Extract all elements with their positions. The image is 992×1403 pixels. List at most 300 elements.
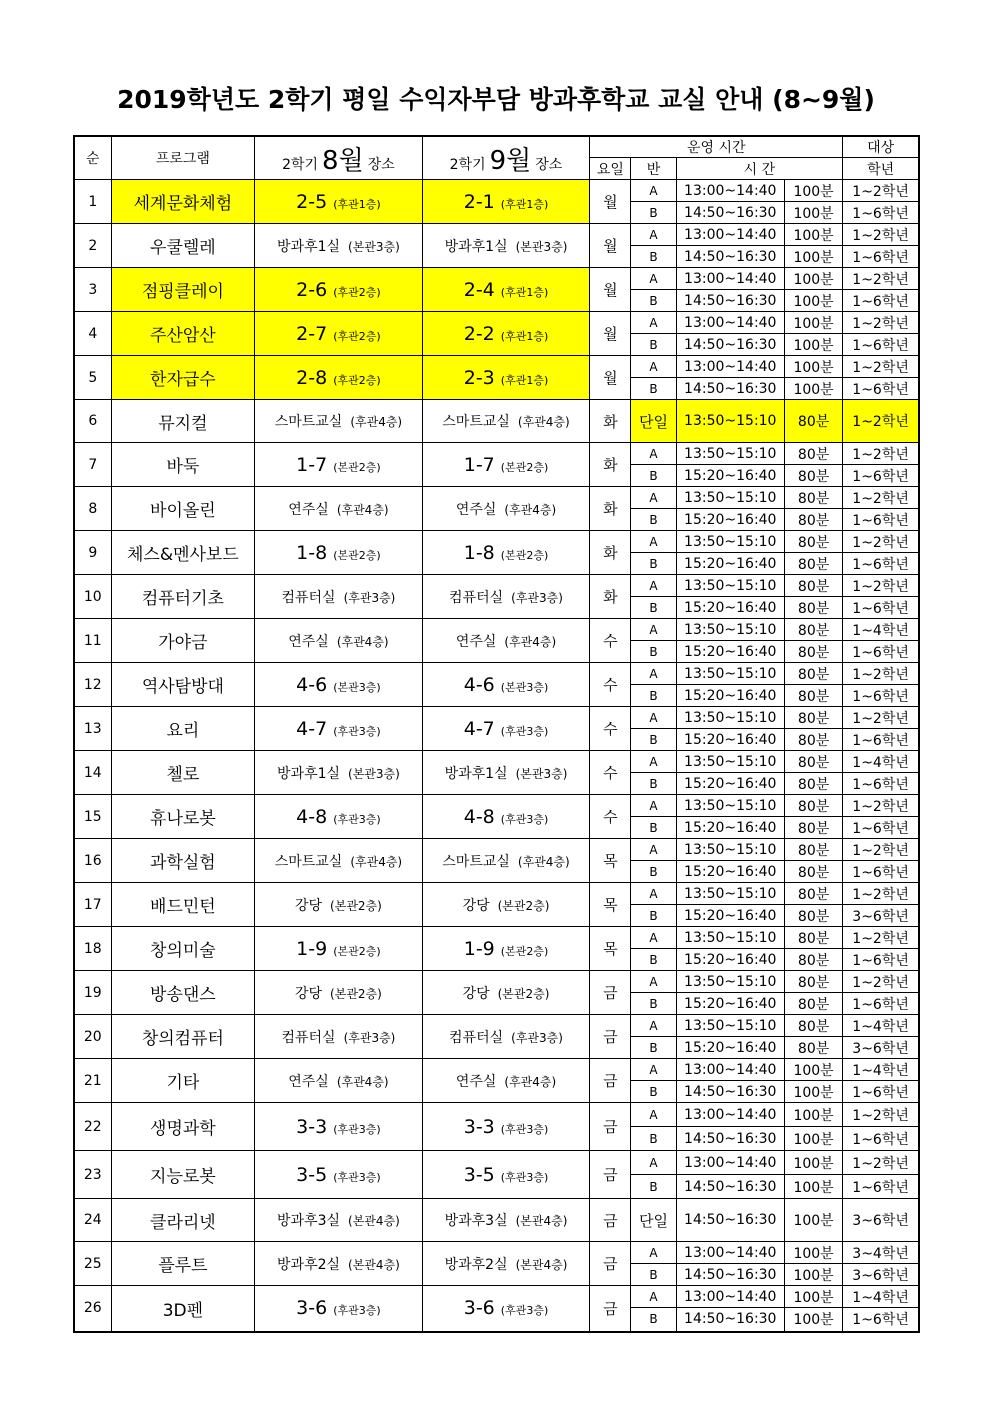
target-grade: 1~2학년 (843, 356, 919, 378)
session-label: A (631, 751, 676, 773)
session-duration: 80분 (784, 707, 842, 729)
session-label: B (631, 553, 676, 575)
aug-location (255, 619, 423, 663)
session-label: A (631, 795, 676, 817)
sep-location (422, 1242, 590, 1286)
session-label: B (631, 817, 676, 839)
row-number: 1 (74, 180, 111, 224)
row-number: 4 (74, 312, 111, 356)
location-building: (본관3층) (515, 766, 568, 781)
session-duration: 80분 (784, 553, 842, 575)
location-building: (후관2층) (333, 285, 381, 299)
session-label: A (631, 839, 676, 861)
row-number: 11 (74, 619, 111, 663)
target-grade: 1~2학년 (843, 795, 919, 817)
session-duration: 100분 (784, 1199, 842, 1242)
session-label: B (631, 597, 676, 619)
session-time: 13:50~15:10 (676, 487, 784, 509)
aug-location (255, 663, 423, 707)
session-duration: 100분 (784, 1103, 842, 1127)
row-number: 8 (74, 487, 111, 531)
location-room: 스마트교실 (442, 853, 510, 870)
location-room: 강당 (462, 985, 490, 1002)
session-duration: 100분 (784, 356, 842, 378)
location-room: 2-4 (463, 278, 495, 301)
location-room: 컴퓨터실 (449, 589, 504, 606)
session-duration: 80분 (784, 465, 842, 487)
target-grade: 1~4학년 (843, 751, 919, 773)
location-building: (본관2층) (500, 548, 549, 562)
session-duration: 80분 (784, 1015, 842, 1037)
session-label: B (631, 773, 676, 795)
weekday: 월 (590, 356, 631, 400)
location-room: 1-8 (296, 541, 328, 564)
session-label: B (631, 1264, 676, 1286)
weekday: 금 (590, 1199, 631, 1242)
target-grade: 1~6학년 (843, 1127, 919, 1151)
aug-location (255, 1242, 423, 1286)
target-grade: 1~2학년 (843, 575, 919, 597)
location-room: 4-7 (296, 717, 328, 740)
table-row (74, 751, 919, 773)
location-room: 2-2 (463, 322, 495, 345)
row-number: 5 (74, 356, 111, 400)
table-row (74, 707, 919, 729)
session-time: 15:20~16:40 (676, 817, 784, 839)
session-time: 14:50~16:30 (676, 290, 784, 312)
session-time: 14:50~16:30 (676, 1308, 784, 1332)
session-duration: 80분 (784, 971, 842, 993)
session-label: A (631, 224, 676, 246)
location-building: (본관4층) (348, 1257, 400, 1272)
target-grade: 1~6학년 (843, 861, 919, 883)
session-label: B (631, 509, 676, 531)
location-building: (후관3층) (511, 1030, 563, 1045)
session-duration: 80분 (784, 729, 842, 751)
session-time: 13:00~14:40 (676, 180, 784, 202)
aug-location (255, 927, 423, 971)
weekday: 화 (590, 443, 631, 487)
location-building: (본관3층) (333, 680, 381, 694)
aug-location (255, 180, 423, 224)
program-name: 첼로 (111, 751, 255, 795)
location-room: 4-8 (463, 805, 495, 828)
session-label: B (631, 641, 676, 663)
session-label: A (631, 180, 676, 202)
location-room: 1-7 (463, 453, 495, 476)
location-room: 방과후1실 (277, 238, 341, 255)
location-building: (본관2층) (330, 898, 382, 913)
table-row (74, 356, 919, 378)
session-time: 15:20~16:40 (676, 465, 784, 487)
sep-location (422, 971, 590, 1015)
session-time: 15:20~16:40 (676, 553, 784, 575)
row-number: 21 (74, 1059, 111, 1103)
program-name: 기타 (111, 1059, 255, 1103)
row-number: 6 (74, 400, 111, 443)
session-duration: 80분 (784, 443, 842, 465)
row-number: 13 (74, 707, 111, 751)
weekday: 목 (590, 927, 631, 971)
header-target-top: 대상 (843, 136, 919, 158)
sep-location (422, 268, 590, 312)
session-duration: 80분 (784, 597, 842, 619)
session-label: B (631, 949, 676, 971)
target-grade: 1~2학년 (843, 1151, 919, 1175)
session-label: A (631, 883, 676, 905)
target-grade: 3~6학년 (843, 905, 919, 927)
aug-location (255, 883, 423, 927)
location-building: (본관3층) (515, 239, 568, 254)
session-duration: 100분 (784, 1175, 842, 1199)
location-building: (본관2층) (497, 986, 550, 1001)
program-name: 바이올린 (111, 487, 255, 531)
target-grade: 1~6학년 (843, 553, 919, 575)
target-grade: 1~6학년 (843, 465, 919, 487)
session-duration: 100분 (784, 1264, 842, 1286)
table-row (74, 1059, 919, 1081)
session-label: A (631, 1151, 676, 1175)
row-number: 2 (74, 224, 111, 268)
session-label: A (631, 1103, 676, 1127)
target-grade: 1~2학년 (843, 224, 919, 246)
header-aug-month: 8월 (322, 145, 364, 176)
target-grade: 1~6학년 (843, 378, 919, 400)
program-name: 과학실험 (111, 839, 255, 883)
aug-location (255, 487, 423, 531)
session-label: B (631, 1308, 676, 1332)
table-row (74, 839, 919, 861)
location-room: 스마트교실 (274, 853, 343, 870)
location-room: 3-3 (463, 1115, 495, 1138)
session-label: B (631, 729, 676, 751)
location-room: 연주실 (288, 633, 329, 650)
aug-location (255, 1103, 423, 1151)
location-building: (본관3층) (348, 239, 400, 254)
session-duration: 80분 (784, 685, 842, 707)
target-grade: 1~2학년 (843, 883, 919, 905)
program-name: 요리 (111, 707, 255, 751)
session-duration: 80분 (784, 861, 842, 883)
session-time: 13:00~14:40 (676, 1151, 784, 1175)
session-duration: 100분 (784, 312, 842, 334)
table-row (74, 575, 919, 597)
sep-location (422, 1059, 590, 1103)
session-time: 13:50~15:10 (676, 531, 784, 553)
session-label: A (631, 1015, 676, 1037)
session-label: 단일 (631, 400, 676, 443)
session-label: 단일 (631, 1199, 676, 1242)
location-building: (본관2층) (497, 898, 550, 913)
session-label: B (631, 202, 676, 224)
location-room: 2-5 (296, 190, 328, 213)
session-time: 13:50~15:10 (676, 400, 784, 443)
program-name: 배드민턴 (111, 883, 255, 927)
target-grade: 1~6학년 (843, 597, 919, 619)
location-building: (후관3층) (500, 1122, 549, 1136)
aug-location (255, 839, 423, 883)
location-room: 강당 (294, 985, 323, 1002)
target-grade: 1~6학년 (843, 509, 919, 531)
location-building: (후관3층) (333, 1170, 381, 1184)
row-number: 22 (74, 1103, 111, 1151)
location-building: (후관4층) (504, 1074, 557, 1089)
weekday: 금 (590, 1059, 631, 1103)
session-time: 13:50~15:10 (676, 619, 784, 641)
session-time: 13:00~14:40 (676, 312, 784, 334)
header-day: 요일 (590, 158, 631, 180)
aug-location (255, 1059, 423, 1103)
aug-location (255, 356, 423, 400)
location-room: 3-5 (463, 1163, 495, 1186)
session-duration: 100분 (784, 334, 842, 356)
session-label: A (631, 443, 676, 465)
location-building: (후관1층) (500, 285, 549, 299)
session-time: 15:20~16:40 (676, 509, 784, 531)
location-room: 강당 (294, 897, 323, 914)
session-time: 15:20~16:40 (676, 641, 784, 663)
session-label: B (631, 905, 676, 927)
location-room: 3-6 (296, 1297, 328, 1320)
session-label: B (631, 246, 676, 268)
schedule-body (74, 180, 919, 1332)
location-room: 방과후2실 (444, 1256, 508, 1273)
location-room: 1-7 (296, 453, 328, 476)
weekday: 수 (590, 619, 631, 663)
header-sep-prefix: 2학기 (449, 156, 486, 173)
target-grade: 3~4학년 (843, 1242, 919, 1264)
target-grade: 1~2학년 (843, 707, 919, 729)
location-building: (후관4층) (350, 415, 403, 429)
location-building: (본관2층) (500, 944, 549, 958)
location-building: (본관3층) (348, 766, 400, 781)
session-time: 13:50~15:10 (676, 795, 784, 817)
sep-location (422, 1151, 590, 1199)
aug-location (255, 1199, 423, 1242)
location-building: (후관3층) (333, 724, 381, 738)
target-grade: 1~6학년 (843, 1308, 919, 1332)
program-name: 주산암산 (111, 312, 255, 356)
program-name: 플루트 (111, 1242, 255, 1286)
table-row (74, 443, 919, 465)
session-label: B (631, 1037, 676, 1059)
sep-location (422, 400, 590, 443)
weekday: 수 (590, 707, 631, 751)
aug-location (255, 531, 423, 575)
target-grade: 1~6학년 (843, 1081, 919, 1103)
session-duration: 80분 (784, 751, 842, 773)
session-label: B (631, 1175, 676, 1199)
session-time: 15:20~16:40 (676, 905, 784, 927)
session-label: A (631, 1059, 676, 1081)
session-label: A (631, 663, 676, 685)
location-building: (후관1층) (500, 373, 549, 387)
session-time: 13:50~15:10 (676, 883, 784, 905)
target-grade: 1~6학년 (843, 773, 919, 795)
location-building: (후관1층) (333, 197, 381, 211)
weekday: 금 (590, 1103, 631, 1151)
sep-location (422, 180, 590, 224)
target-grade: 1~4학년 (843, 1286, 919, 1308)
session-duration: 80분 (784, 400, 842, 443)
session-label: A (631, 487, 676, 509)
program-name: 3D펜 (111, 1286, 255, 1332)
row-number: 10 (74, 575, 111, 619)
target-grade: 3~6학년 (843, 1264, 919, 1286)
session-label: B (631, 685, 676, 707)
session-label: A (631, 268, 676, 290)
table-row (74, 224, 919, 246)
row-number: 7 (74, 443, 111, 487)
session-duration: 100분 (784, 290, 842, 312)
sep-location (422, 927, 590, 971)
location-room: 1-9 (296, 937, 328, 960)
session-label: A (631, 971, 676, 993)
program-name: 우쿨렐레 (111, 224, 255, 268)
location-building: (후관3층) (333, 1304, 381, 1318)
row-number: 12 (74, 663, 111, 707)
session-time: 14:50~16:30 (676, 246, 784, 268)
session-duration: 80분 (784, 531, 842, 553)
session-label: A (631, 707, 676, 729)
location-building: (후관4층) (504, 634, 557, 649)
session-time: 14:50~16:30 (676, 1199, 784, 1242)
session-time: 14:50~16:30 (676, 1264, 784, 1286)
target-grade: 1~2학년 (843, 487, 919, 509)
weekday: 화 (590, 575, 631, 619)
table-row (74, 1242, 919, 1264)
session-label: B (631, 290, 676, 312)
location-room: 2-6 (296, 278, 328, 301)
location-building: (후관4층) (350, 854, 403, 869)
weekday: 수 (590, 795, 631, 839)
sep-location (422, 312, 590, 356)
location-building: (후관4층) (336, 634, 389, 649)
table-row (74, 180, 919, 202)
aug-location (255, 400, 423, 443)
location-room: 방과후1실 (277, 765, 341, 782)
target-grade: 1~6학년 (843, 817, 919, 839)
session-time: 15:20~16:40 (676, 993, 784, 1015)
session-time: 13:00~14:40 (676, 1286, 784, 1308)
session-duration: 100분 (784, 1242, 842, 1264)
location-room: 연주실 (455, 501, 497, 518)
location-room: 방과후3실 (277, 1213, 341, 1229)
weekday: 월 (590, 312, 631, 356)
location-room: 4-7 (463, 717, 495, 740)
location-building: (본관4층) (348, 1214, 400, 1228)
session-label: B (631, 1081, 676, 1103)
session-time: 15:20~16:40 (676, 685, 784, 707)
location-room: 연주실 (288, 501, 329, 518)
table-row (74, 312, 919, 334)
session-duration: 80분 (784, 1037, 842, 1059)
sep-location (422, 883, 590, 927)
location-room: 방과후2실 (277, 1256, 341, 1273)
header-aug-suffix: 장소 (367, 156, 395, 173)
row-number: 15 (74, 795, 111, 839)
weekday: 수 (590, 751, 631, 795)
location-room: 2-3 (463, 366, 495, 389)
target-grade: 3~6학년 (843, 1037, 919, 1059)
weekday: 금 (590, 1286, 631, 1332)
session-time: 14:50~16:30 (676, 1127, 784, 1151)
sep-location (422, 751, 590, 795)
table-row (74, 927, 919, 949)
target-grade: 1~6학년 (843, 949, 919, 971)
weekday: 화 (590, 487, 631, 531)
session-time: 13:00~14:40 (676, 268, 784, 290)
aug-location (255, 1286, 423, 1332)
session-label: A (631, 356, 676, 378)
session-duration: 100분 (784, 1151, 842, 1175)
target-grade: 1~6학년 (843, 993, 919, 1015)
target-grade: 1~6학년 (843, 290, 919, 312)
session-time: 13:50~15:10 (676, 1015, 784, 1037)
session-label: A (631, 531, 676, 553)
location-room: 컴퓨터실 (281, 589, 336, 606)
sep-location (422, 795, 590, 839)
program-name: 지능로봇 (111, 1151, 255, 1199)
session-duration: 80분 (784, 817, 842, 839)
program-name: 역사탐방대 (111, 663, 255, 707)
session-label: B (631, 1127, 676, 1151)
table-row (74, 795, 919, 817)
location-building: (후관2층) (333, 373, 381, 387)
location-room: 1-8 (463, 541, 495, 564)
session-time: 14:50~16:30 (676, 1081, 784, 1103)
session-duration: 100분 (784, 1127, 842, 1151)
location-building: (후관4층) (517, 415, 570, 429)
target-grade: 1~2학년 (843, 971, 919, 993)
program-name: 점핑클레이 (111, 268, 255, 312)
session-time: 13:50~15:10 (676, 751, 784, 773)
target-grade: 1~2학년 (843, 531, 919, 553)
row-number: 19 (74, 971, 111, 1015)
weekday: 화 (590, 400, 631, 443)
sep-location (422, 839, 590, 883)
table-row (74, 487, 919, 509)
location-building: (후관2층) (333, 329, 381, 343)
location-building: (본관4층) (515, 1214, 568, 1228)
weekday: 수 (590, 663, 631, 707)
location-building: (후관4층) (336, 502, 389, 517)
session-duration: 80분 (784, 883, 842, 905)
location-room: 3-5 (296, 1163, 328, 1186)
session-time: 13:50~15:10 (676, 663, 784, 685)
aug-location (255, 707, 423, 751)
location-building: (본관2층) (333, 460, 381, 474)
target-grade: 1~2학년 (843, 839, 919, 861)
target-grade: 1~2학년 (843, 400, 919, 443)
program-name: 창의미술 (111, 927, 255, 971)
session-time: 13:00~14:40 (676, 1242, 784, 1264)
location-room: 스마트교실 (274, 414, 343, 430)
location-building: (후관4층) (504, 502, 557, 517)
weekday: 월 (590, 180, 631, 224)
location-room: 연주실 (288, 1073, 329, 1090)
table-row (74, 268, 919, 290)
target-grade: 1~6학년 (843, 1175, 919, 1199)
weekday: 화 (590, 531, 631, 575)
session-duration: 80분 (784, 575, 842, 597)
session-duration: 80분 (784, 795, 842, 817)
session-time: 13:50~15:10 (676, 927, 784, 949)
sep-location (422, 1103, 590, 1151)
session-time: 13:50~15:10 (676, 971, 784, 993)
location-room: 4-6 (463, 673, 495, 696)
row-number: 18 (74, 927, 111, 971)
